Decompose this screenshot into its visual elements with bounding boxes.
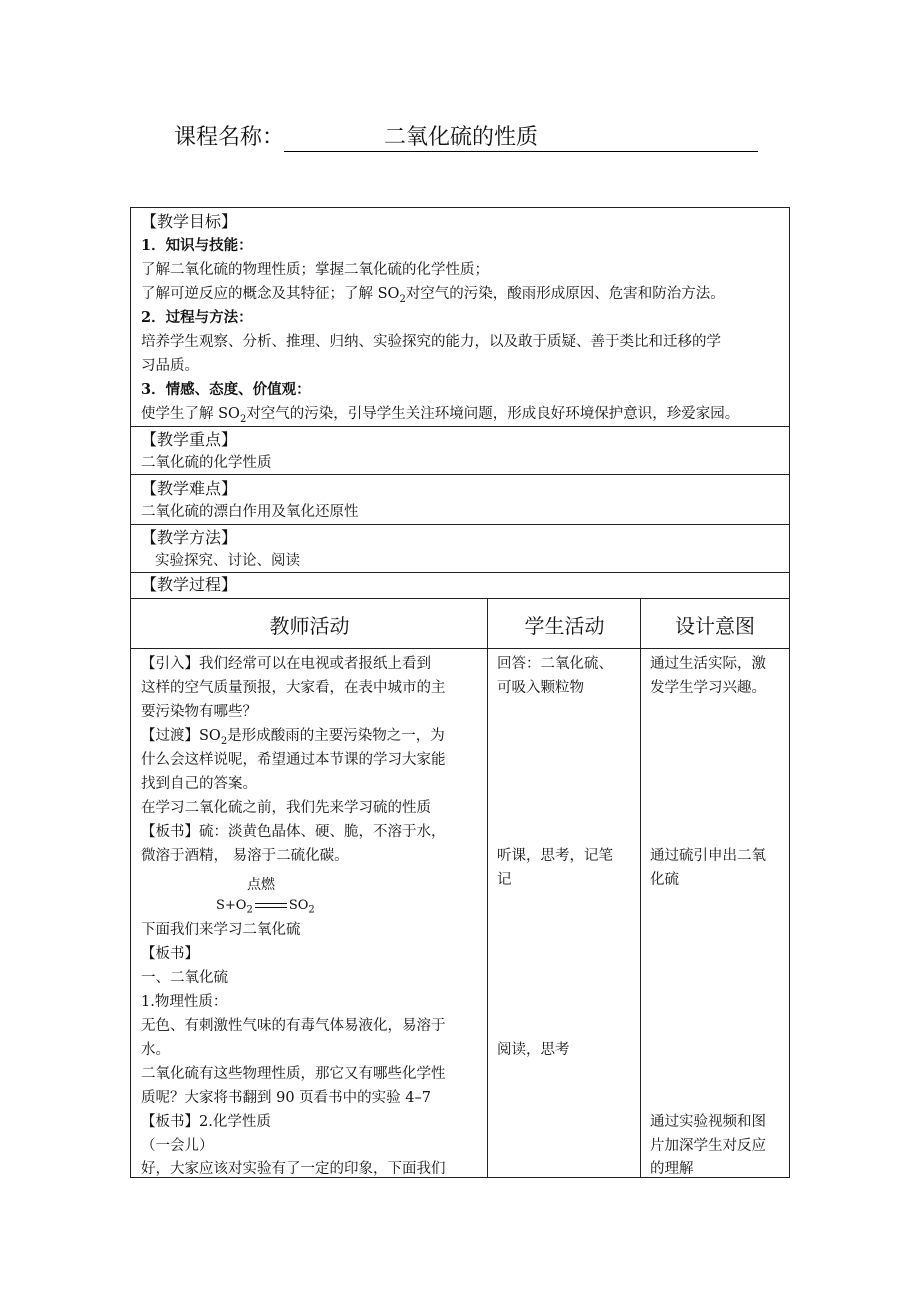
course-title-label: 课程名称： xyxy=(174,125,285,150)
teacher-line: 【过渡】$SO_2$是形成酸雨的主要污染物之一，为 xyxy=(141,728,445,747)
teacher-line: 这样的空气质量预报，大家看，在表中城市的主 xyxy=(141,680,446,696)
difficulty-section xyxy=(131,475,789,525)
equation-condition: 点燃 xyxy=(247,877,275,893)
process-header: 【教学过程】 xyxy=(141,575,238,594)
course-title xyxy=(174,120,758,152)
key-point-text: 二氧化硫的化学性质 xyxy=(141,455,272,471)
teacher-line: 二氧化硫有这些物理性质，那它又有哪些化学性 xyxy=(141,1066,446,1082)
teacher-line: 什么会这样说呢，希望通过本节课的学习大家能 xyxy=(141,752,446,768)
objective-values-title: 3．情感、态度、价值观： xyxy=(141,381,311,398)
intent-line: 化硫 xyxy=(650,872,679,888)
teacher-line: 【板书】2.化学性质 xyxy=(141,1114,271,1130)
objective-process-title: 2．过程与方法： xyxy=(141,309,253,326)
teacher-line: 要污染物有哪些？ xyxy=(141,704,257,720)
teacher-line: 无色、有刺激性气味的有毒气体易液化，易溶于 xyxy=(141,1018,446,1034)
intent-line: 通过生活实际，激 xyxy=(650,656,766,672)
activity-table-header xyxy=(131,599,789,649)
objectives-header: 【教学目标】 xyxy=(141,212,238,231)
course-title-value: 二氧化硫的性质 xyxy=(284,120,758,152)
column-teacher-activity: 教师活动 xyxy=(269,614,350,638)
teacher-line: 水。 xyxy=(141,1042,170,1058)
objective-process-line2: 习品质。 xyxy=(141,358,199,374)
teacher-line: 【板书】硫：淡黄色晶体、硬、脆，不溶于水， xyxy=(141,824,446,840)
teacher-line: 找到自己的答案。 xyxy=(141,776,257,792)
sulfur-combustion-equation: $S+O_2$ $SO_2$ xyxy=(216,898,315,916)
process-section xyxy=(131,573,789,599)
column-student-activity: 学生活动 xyxy=(524,614,605,638)
student-line: 阅读，思考 xyxy=(497,1042,570,1058)
intent-line: 通过硫引申出二氧 xyxy=(650,848,766,864)
intent-line: 的理解 xyxy=(650,1161,694,1177)
activity-table-body xyxy=(131,649,789,1177)
teacher-line: 【板书】 xyxy=(141,946,199,962)
student-line: 回答：二氧化硫、 xyxy=(497,656,613,672)
objective-knowledge-line1: 了解二氧化硫的物理性质；掌握二氧化硫的化学性质； xyxy=(141,262,489,278)
student-line: 听课，思考，记笔 xyxy=(497,848,613,864)
intent-line: 通过实验视频和图 xyxy=(650,1114,766,1130)
teacher-line: 好，大家应该对实验有了一定的印象，下面我们 xyxy=(141,1161,446,1177)
student-line: 可吸入颗粒物 xyxy=(497,680,584,696)
intent-line: 片加深学生对反应 xyxy=(650,1138,766,1154)
teacher-line: 下面我们来学习二氧化硫 xyxy=(141,922,301,938)
objective-process-line1: 培养学生观察、分析、推理、归纳、实验探究的能力，以及敢于质疑、善于类比和迁移的学 xyxy=(141,334,721,350)
difficulty-header: 【教学难点】 xyxy=(141,479,238,498)
teacher-line: 微溶于酒精， 易溶于二硫化碳。 xyxy=(141,848,349,864)
teacher-line: 质呢？大家将书翻到 90 页看书中的实验 4–7 xyxy=(141,1090,431,1106)
student-line: 记 xyxy=(497,872,512,888)
method-section xyxy=(131,525,789,573)
objective-knowledge-title: 1．知识与技能： xyxy=(141,237,253,254)
teacher-line: 【引入】我们经常可以在电视或者报纸上看到 xyxy=(141,656,431,672)
objectives-section xyxy=(131,208,789,427)
teacher-line: 1.物理性质： xyxy=(141,994,228,1010)
column-design-intent: 设计意图 xyxy=(675,614,755,638)
objective-values-line1: 使学生了解 $SO_2$对空气的污染，引导学生关注环境问题，形成良好环境保护意识，珍爱家园。 xyxy=(141,406,740,425)
key-point-header: 【教学重点】 xyxy=(141,430,238,449)
difficulty-text: 二氧化硫的漂白作用及氧化还原性 xyxy=(141,504,359,520)
key-point-section xyxy=(131,427,789,475)
equals-sign xyxy=(255,903,287,908)
intent-line: 发学生学习兴趣。 xyxy=(650,680,766,696)
teacher-line: 一、二氧化硫 xyxy=(141,970,228,986)
method-header: 【教学方法】 xyxy=(141,528,238,547)
teacher-line: 在学习二氧化硫之前，我们先来学习硫的性质 xyxy=(141,800,431,816)
objective-knowledge-line2: 了解可逆反应的概念及其特征；了解 $SO_2$对空气的污染，酸雨形成原因、危害和防治方法。 xyxy=(141,286,725,305)
lesson-plan-table xyxy=(130,207,790,1178)
teacher-line: （一会儿） xyxy=(141,1138,214,1154)
method-text: 实验探究、讨论、阅读 xyxy=(155,553,300,569)
